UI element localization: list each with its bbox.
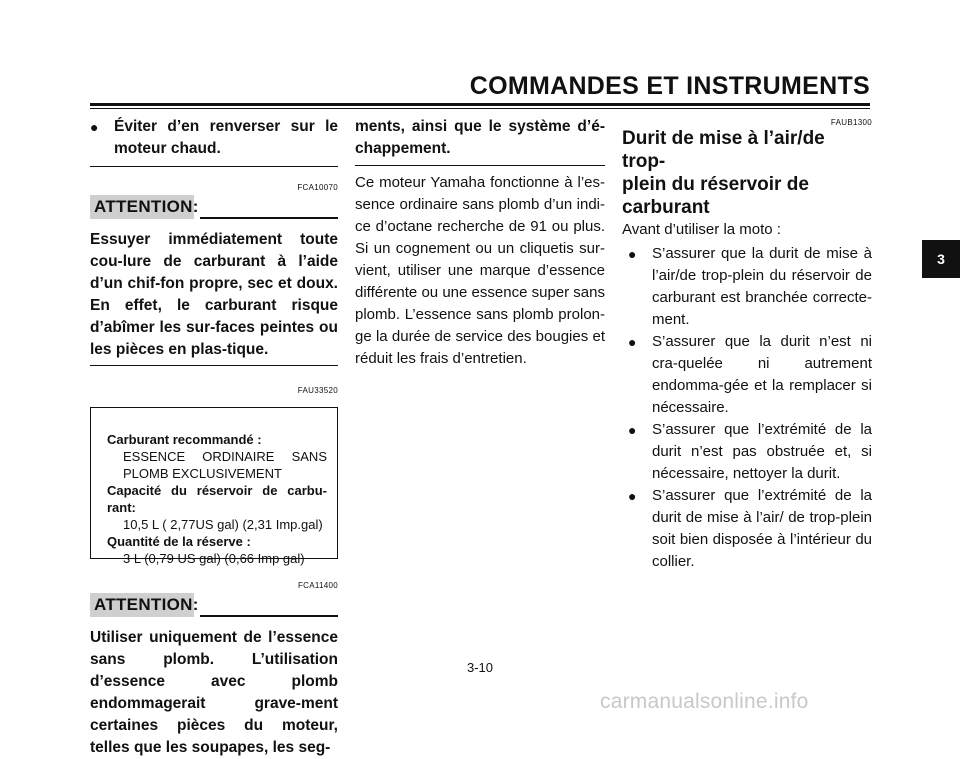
page-number: 3-10	[466, 660, 494, 675]
column-2	[355, 110, 605, 367]
bullet-dot-icon: ●	[628, 334, 637, 350]
body-paragraph: Ce moteur Yamaha fonctionne à l’es-sence ordinaire sans plomb d’un indi-ce d’octane recherche de 91 ou plus. Si un cognement ou un cliquetis sur-vient, utiliser une marque d’essence différente ou une essence super sans plomb. L’essence sans plomb prolon-ge la durée de service des bougies et réduit les frais d’entretien.	[355, 174, 605, 367]
header-title: COMMANDES ET INSTRUMENTS	[469, 72, 870, 100]
attention-heading	[90, 195, 338, 221]
bullet-dot-icon: ●	[628, 422, 637, 438]
spec-value: PLOMB EXCLUSIVEMENT	[123, 466, 282, 481]
reference-code: FCA10070	[297, 183, 338, 192]
bullet-dot-icon: ●	[90, 119, 99, 135]
section-title-line: Durit de mise à l’air/de trop-	[622, 128, 825, 172]
attention-label: ATTENTION:	[90, 195, 194, 219]
list-item	[628, 331, 872, 419]
bullet-dot-icon: ●	[628, 488, 637, 504]
spec-label: Quantité de la réserve :	[107, 534, 251, 549]
reference-code: FAU33520	[297, 386, 338, 395]
bullet-dot-icon: ●	[628, 246, 637, 262]
list-item-text: S’assurer que la durit n’est ni cra-quelée ni autrement endomma-gée et la remplacer si nécessaire.	[652, 333, 872, 416]
reference-code: FCA11400	[297, 581, 338, 590]
column-3	[622, 110, 872, 570]
reference-code: FAUB1300	[830, 118, 872, 127]
attention-text-continued: ments, ainsi que le système d’é-chappement.	[355, 118, 605, 157]
spec-value: ESSENCE ORDINAIRE SANS	[123, 449, 327, 464]
chapter-number: 3	[937, 251, 945, 267]
chapter-tab	[922, 240, 960, 278]
attention-heading	[90, 593, 338, 619]
list-item	[628, 485, 872, 573]
list-item	[628, 419, 872, 485]
bullet-text: moteur chaud.	[114, 140, 221, 157]
spec-value: 10,5 L ( 2,77US gal) (2,31 Imp.gal)	[123, 517, 323, 532]
spec-box	[90, 407, 338, 566]
section-title-line: plein du réservoir de	[622, 174, 809, 195]
section-title	[622, 127, 872, 219]
attention-label: ATTENTION:	[90, 593, 194, 617]
attention-rule	[200, 615, 338, 617]
watermark: carmanualsonline.info	[600, 690, 809, 713]
bullet-text: Éviter d’en renverser sur le	[114, 118, 338, 135]
section-intro: Avant d’utiliser la moto :	[622, 221, 781, 238]
list-item-text: S’assurer que l’extrémité de la durit n’est pas obstruée et, si nécessaire, nettoyer la durit.	[652, 421, 872, 482]
list-item-text: S’assurer que l’extrémité de la durit de mise à l’air/ de trop-plein soit bien disposée à l’intérieur du collier.	[652, 487, 872, 570]
column-1	[90, 110, 338, 756]
attention-text: Utiliser uniquement de l’essence sans plomb. L’utilisation d’essence avec plomb endommagerait grave-ment certaines pièces du moteur, telles que les soupapes, les seg-	[90, 629, 338, 756]
spec-label: Carburant recommandé :	[107, 432, 262, 447]
list-item	[628, 243, 872, 331]
attention-text: Essuyer immédiatement toute cou-lure de carburant à l’aide d’un chif-fon propre, sec et doux. En effet, le carburant risque d’abîmer les sur-faces peintes ou les pièces en plas-tique.	[90, 231, 338, 358]
spec-label: Capacité du réservoir de carbu-	[107, 483, 327, 498]
spec-value: 3 L (0,79 US gal) (0,66 Imp gal)	[123, 551, 305, 566]
header-rule-thin	[90, 108, 870, 109]
header-rule	[90, 103, 870, 106]
list-item-text: S’assurer que la durit de mise à l’air/de trop-plein du réservoir de carburant est branchée correcte-ment.	[652, 245, 872, 328]
attention-rule	[200, 217, 338, 219]
bullet-item	[90, 116, 338, 160]
spec-label: rant:	[107, 500, 136, 515]
section-title-line: carburant	[622, 197, 710, 218]
